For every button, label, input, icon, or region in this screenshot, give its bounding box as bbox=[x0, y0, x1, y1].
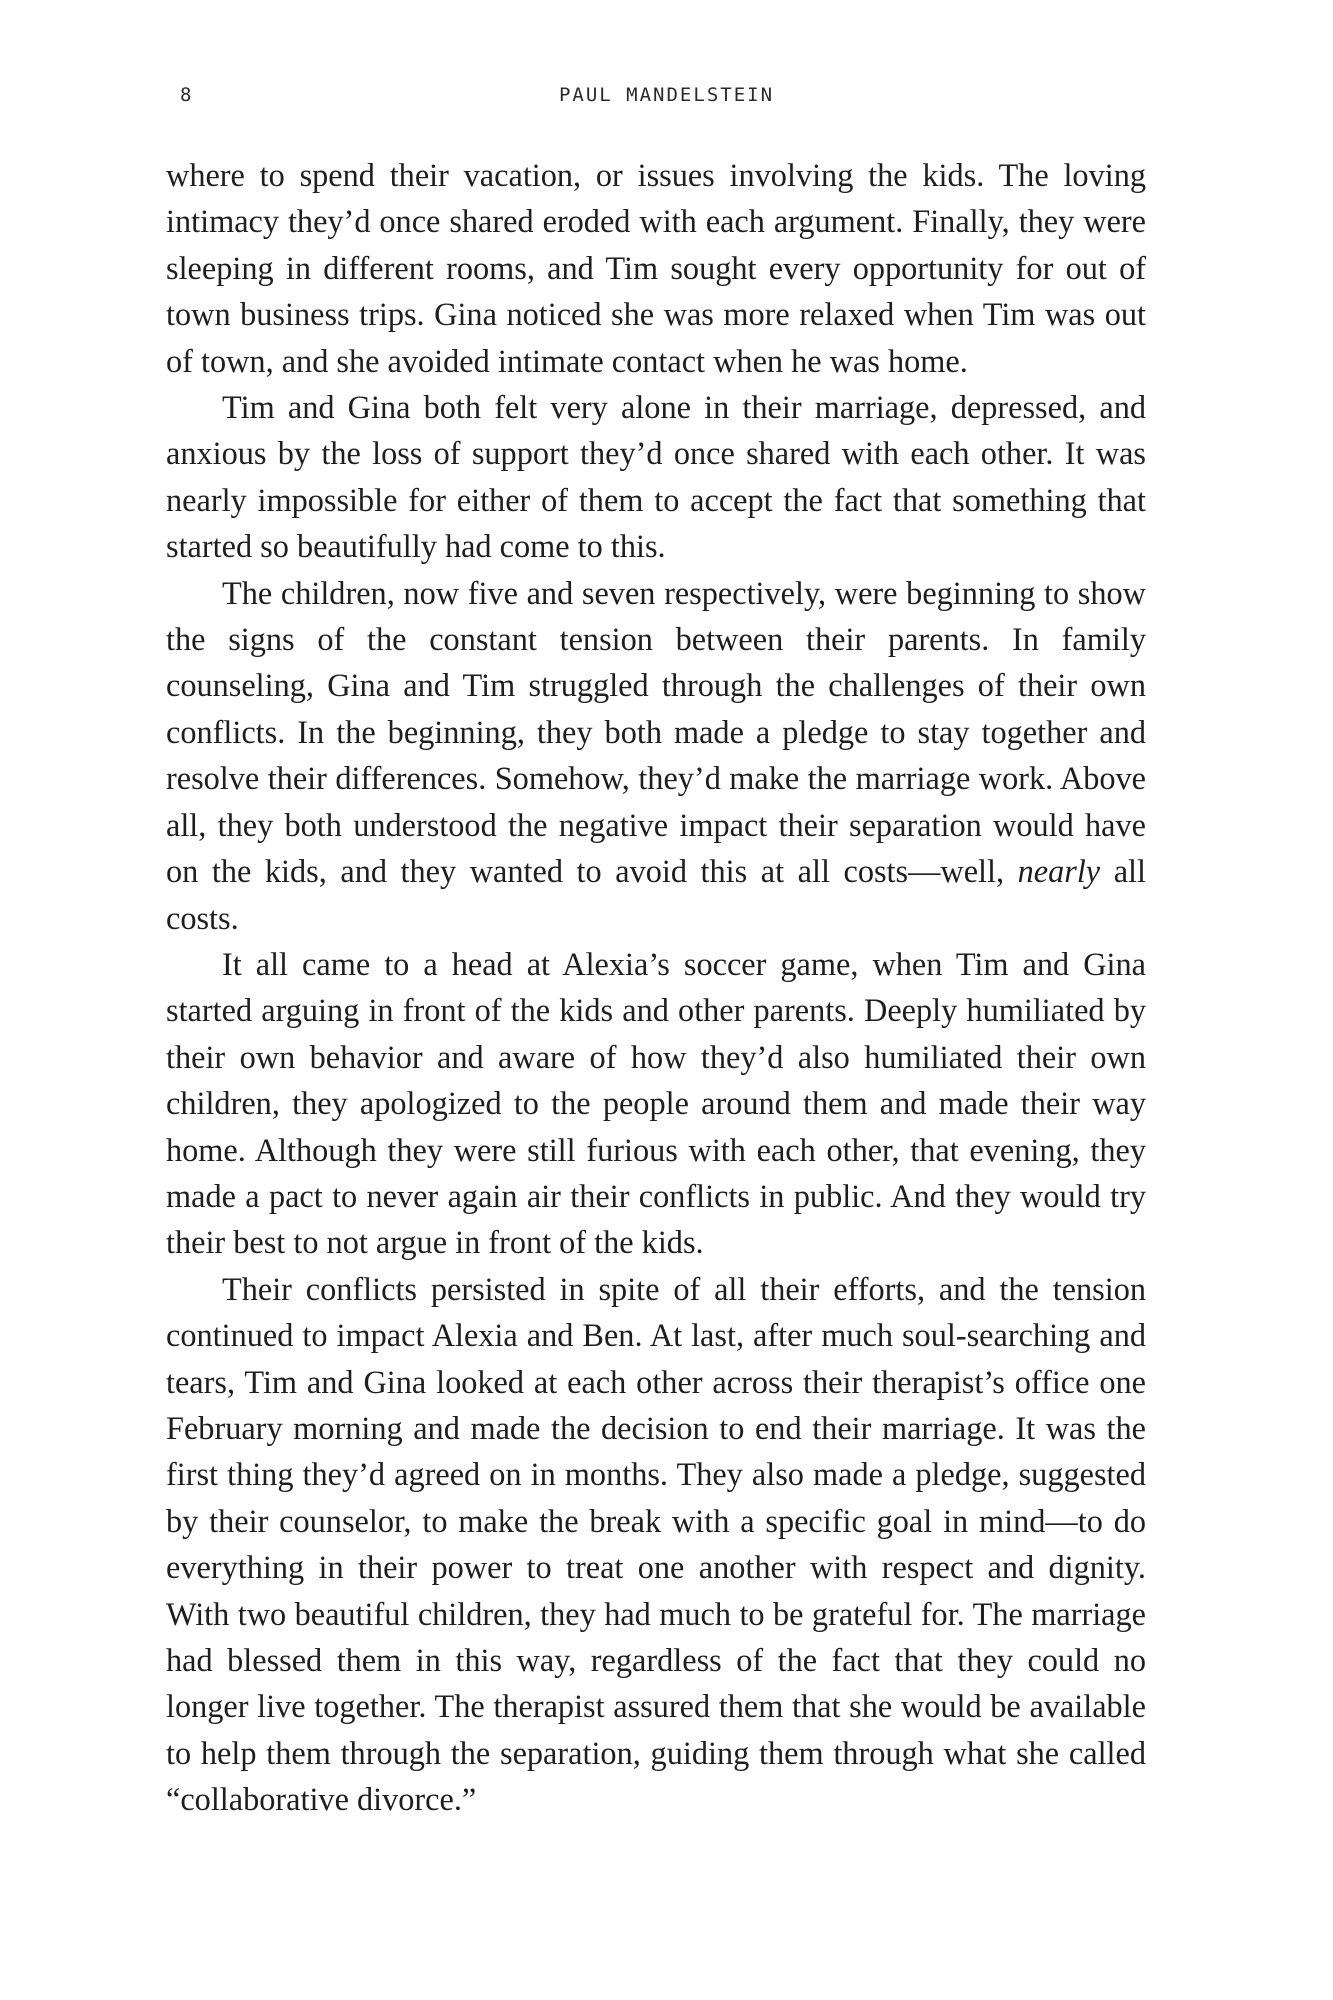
paragraph: It all came to a head at Alexia’s soccer game, when Tim and Gina started arguing in front of the kids and other parents. Deeply humiliated by their own behavior and aware of how they’d also humiliated their own children, they apologized to the people around them and made their way home. Although they were still furious with each other, that evening, they made a pact to never again air their conflicts in public. And they would try their best to not argue in front of the kids. bbox=[166, 945, 1146, 1261]
paragraph-text: The children, now five and seven respectively, were beginning to show the signs of the constant tension between their parents. In family counseling, Gina and Tim struggled through the challenges of their own conflicts. In the beginning, they both made a pledge to stay together and resolve their differences. Somehow, they’d make the marriage work. Above all, they both understood the negative impact their separation would have on the kids, and they wanted to avoid this at all costs—well, bbox=[166, 574, 1146, 890]
paragraph-tail: all costs. bbox=[166, 853, 1146, 936]
page-number: 8 bbox=[180, 84, 194, 106]
body-text bbox=[166, 152, 1146, 1823]
paragraph: Tim and Gina both felt very alone in their marriage, depressed, and anxious by the loss of support they’d once shared with each other. It was nearly impossible for either of them to accept the fact that something that started so beautifully had come to this. bbox=[166, 389, 1146, 565]
running-title: PAUL MANDELSTEIN bbox=[558, 84, 775, 106]
emphasis-text: nearly bbox=[1017, 853, 1101, 890]
paragraph bbox=[166, 570, 1146, 941]
running-head bbox=[0, 84, 1333, 114]
paragraph: where to spend their vacation, or issues involving the kids. The loving intimacy they’d once shared eroded with each argument. Finally, they were sleeping in different rooms, and Tim sought every opportunity for out of town business trips. Gina noticed she was more relaxed when Tim was out of town, and she avoided intimate contact when he was home. bbox=[166, 157, 1146, 379]
paragraph: Their conflicts persisted in spite of all their efforts, and the tension continued to impact Alexia and Ben. At last, after much soul-searching and tears, Tim and Gina looked at each other across their therapist’s office one February morning and made the decision to end their marriage. It was the first thing they’d agreed on in months. They also made a pledge, suggested by their counselor, to make the break with a specific goal in mind—to do everything in their power to treat one another with respect and dignity. With two beautiful children, they had much to be grateful for. The marriage had blessed them in this way, regardless of the fact that they could no longer live together. The therapist assured them that she would be available to help them through the separation, guiding them through what she called “collaborative divorce.” bbox=[166, 1270, 1146, 1818]
